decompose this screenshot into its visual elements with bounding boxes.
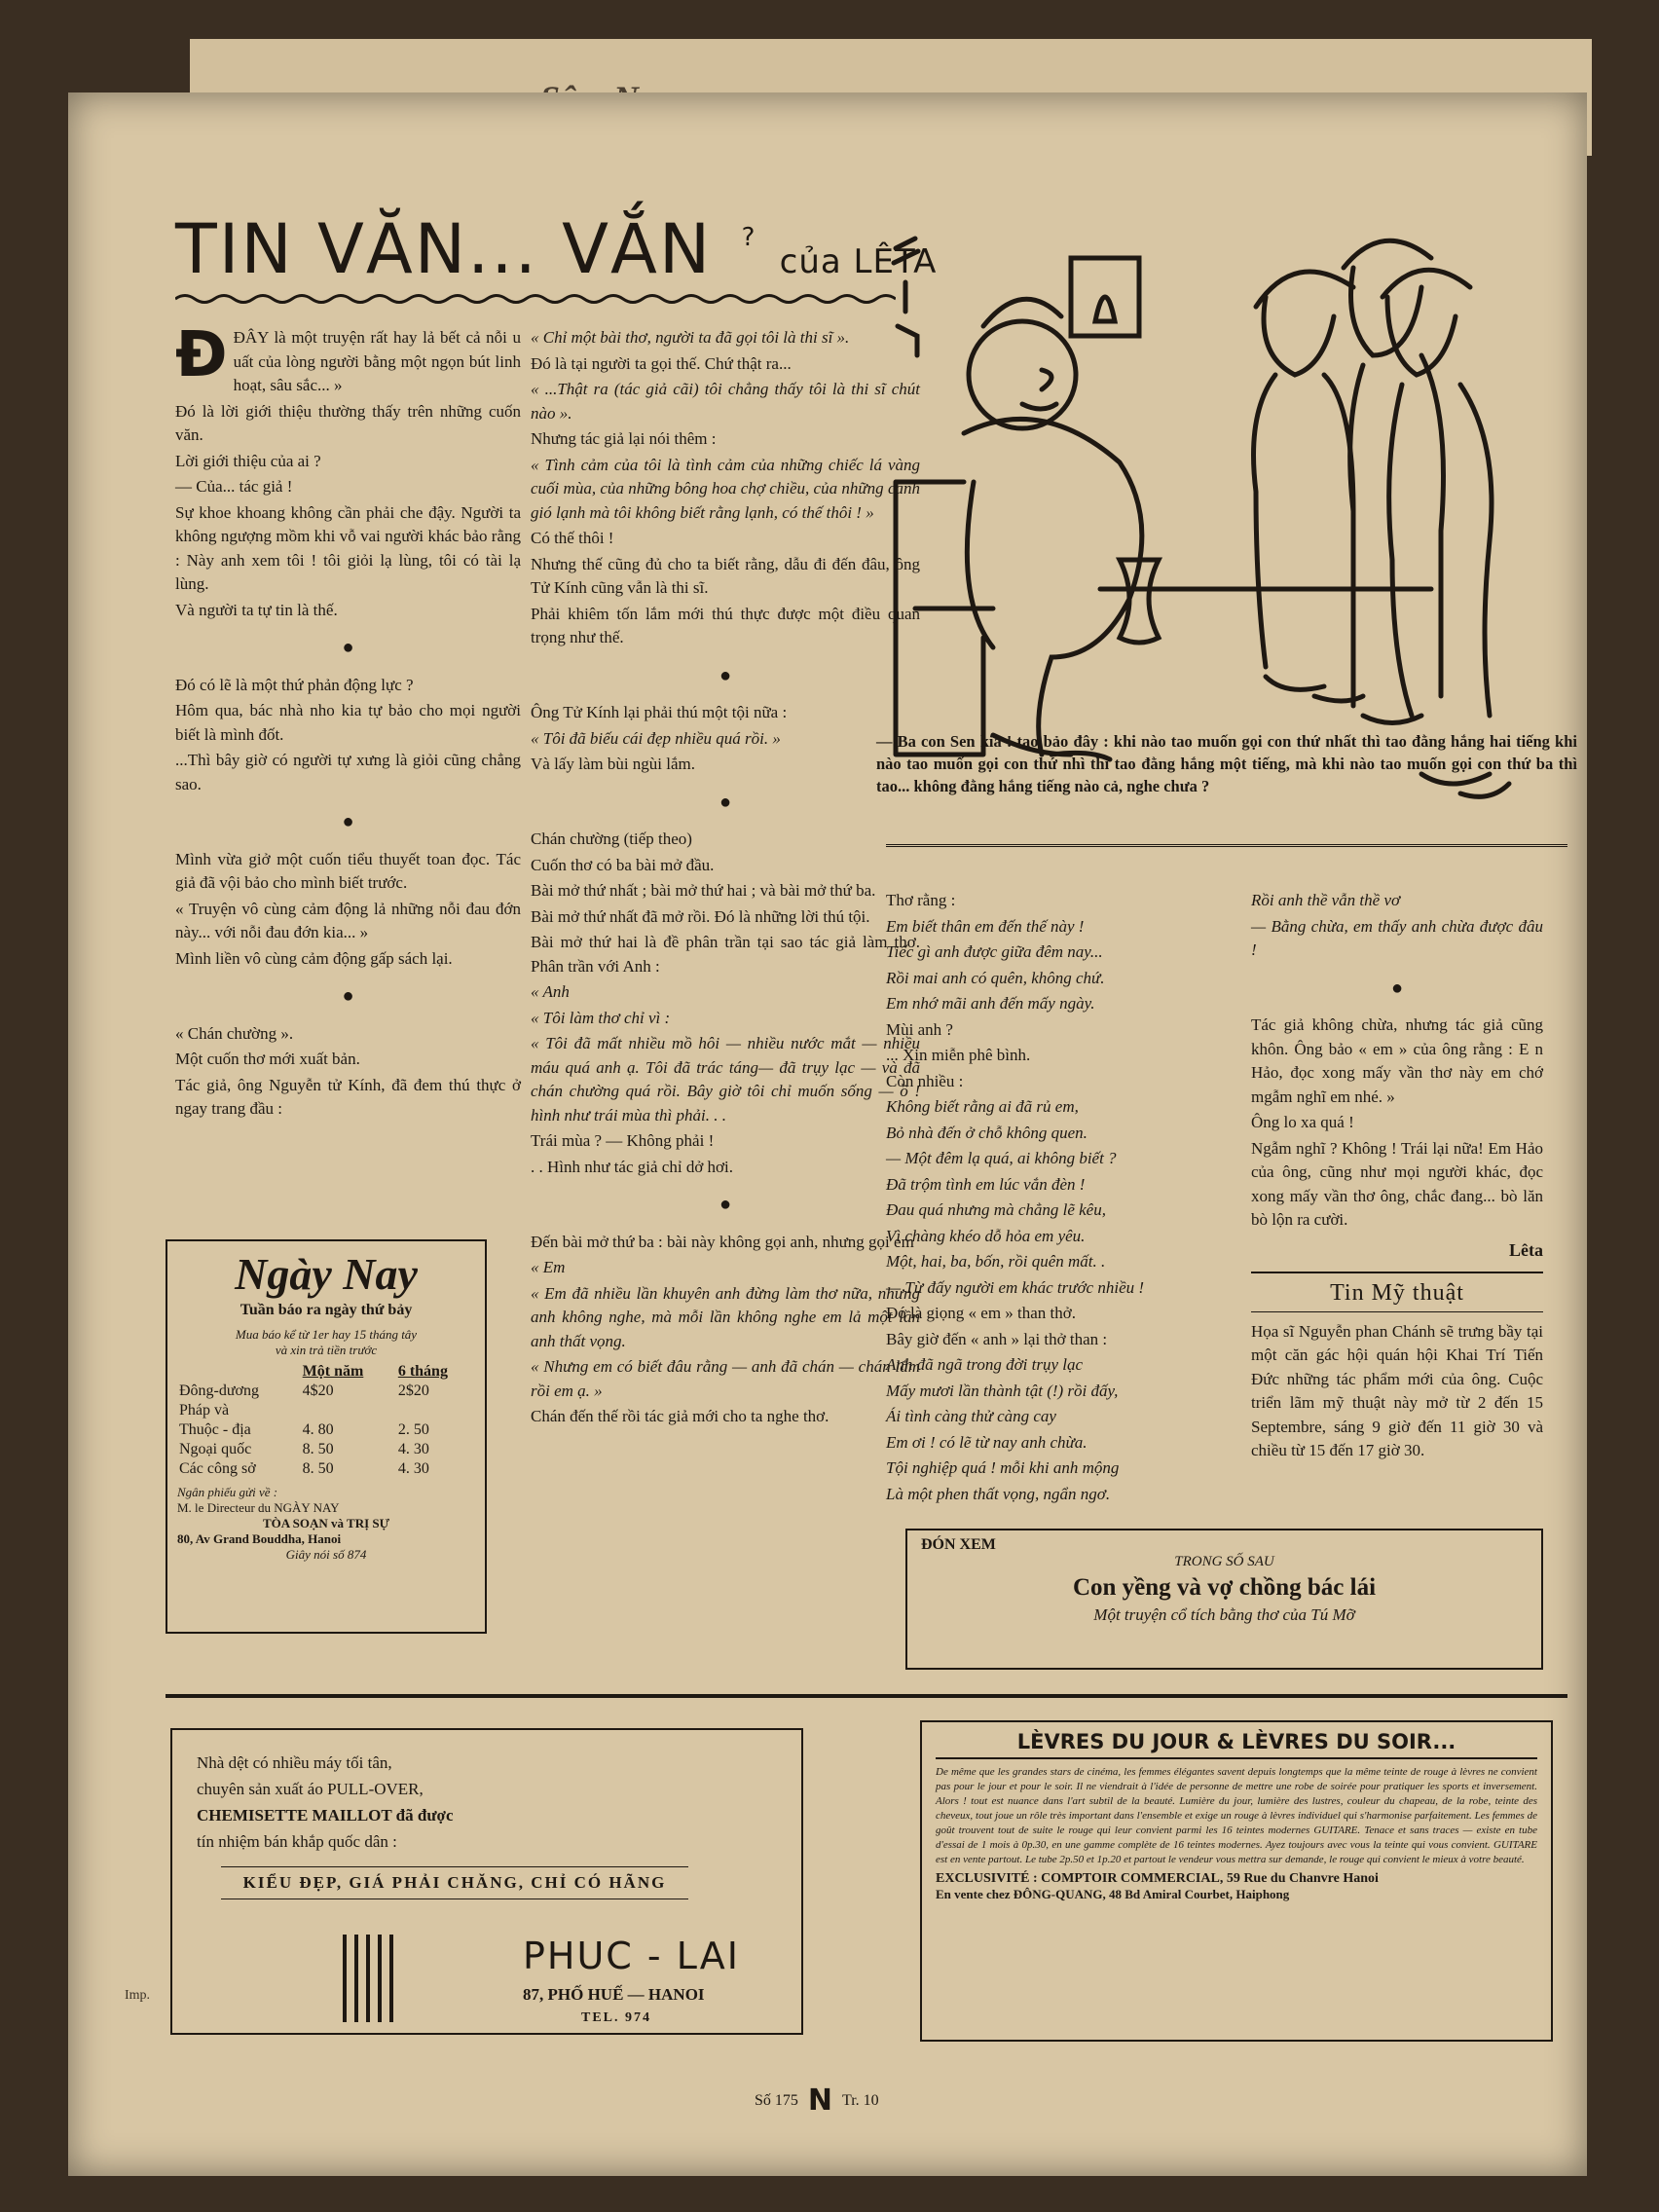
price-year (301, 1401, 396, 1420)
col3-verse: Mấy mươi lần thành tật (!) rồi đấy, (886, 1381, 1119, 1400)
lead-paragraph (175, 319, 521, 398)
col3-verse: — Một đêm lạ quá, ai không biết ? (886, 1149, 1117, 1167)
col3-verse: Một, hai, ba, bốn, rồi quên mất. . (886, 1252, 1106, 1271)
don-xem-desc: Một truyện cổ tích bằng thơ của Tú Mỡ (1093, 1605, 1355, 1624)
levres-sale: En vente chez ĐÔNG-QUANG, 48 Bd Amiral Courbet, Haiphong (936, 1887, 1290, 1901)
col3-verse: Em biết thân em đến thế này ! (886, 916, 1085, 936)
cartoon-caption: — Ba con Sen kia ! tao bảo đây : khi nào tao muốn gọi con thứ nhất thì tao đằng hắng hai tiếng khi nào tao muốn gọi con thứ nhì thì tao đằng hắng một tiếng, mà khi nào tao muốn gọi con thứ ba thì tao... không đằng hắng tiếng nào cả, nghe chưa ? (876, 732, 1577, 795)
price-region: Ngoại quốc (179, 1441, 252, 1457)
col1-p1: ĐÂY là một truyện rất hay lả bết cả nỗi u uất của lòng người bằng một ngọn bút linh hoạt, sâu sắc... » (233, 328, 521, 394)
price-col-year: Một năm (302, 1363, 364, 1380)
col3-verse: Đau quá nhưng mà chẳng lẽ kêu, (886, 1200, 1106, 1219)
ngaynay-note2: và xin trả tiền trước (275, 1343, 378, 1357)
col3-verse: Đã trộm tình em lúc vắn đèn ! (886, 1174, 1086, 1194)
col2-p21: . . Hình như tác giả chỉ dở hơi. (531, 1157, 734, 1176)
col3-verse: — Từ đấy người em khác trước nhiều ! (886, 1277, 1145, 1297)
col2-p10: « Tôi đã biếu cái đẹp nhiều quá rồi. » (531, 728, 781, 748)
col3-verse: Không biết rằng ai đã rủ em, (886, 1097, 1079, 1116)
col2-p13: Cuốn thơ có ba bài mở đầu. (531, 855, 715, 874)
col2-p6: Có thế thôi ! (531, 529, 614, 547)
ngaynay-office: TÒA SOẠN và TRỊ SỰ (262, 1516, 390, 1530)
col1-p3: Lời giới thiệu của ai ? (175, 451, 321, 470)
ads-divider (166, 1694, 1567, 1698)
price-table (177, 1362, 475, 1479)
section-dot: ● (342, 985, 354, 1007)
phuclai-address: 87, PHỐ HUẾ — HANOI (523, 1985, 705, 2004)
phuclai-line: chuyên sản xuất áo PULL-OVER, (197, 1780, 424, 1798)
phuclai-line: Nhà dệt có nhiều máy tối tân, (197, 1753, 392, 1772)
price-row (177, 1401, 475, 1420)
col3-verse: Anh đã ngã trong đời trụy lạc (886, 1355, 1084, 1374)
article-column-4 (1251, 889, 1543, 1465)
phuclai-advertisement (170, 1728, 803, 2035)
phuclai-copy (197, 1750, 454, 1855)
section-dot: ● (342, 637, 354, 658)
col2-p23: « Em (531, 1258, 566, 1276)
price-row (177, 1382, 475, 1401)
price-region: Thuộc - địa (179, 1421, 251, 1438)
col2-p9: Ông Tử Kính lại phải thú một tội nữa : (531, 703, 788, 721)
col1-p4: — Của... tác giả ! (175, 477, 293, 496)
price-header-row (177, 1362, 475, 1382)
levres-body: De même que les grandes stars de cinéma, les femmes élégantes savent depuis longtemps que la même teinte de rouge à lèvres ne convient pas pour le jour et pour le soir. Il ne viendrait à l'idée de personne de mettre une robe de soirée pour pratiquer les sports et inversement. Alors ! tout est nuance dans l'art subtil de la beauté. Lumière du jour, lumière des lustres, couleur du chapeau, de la robe, teinte des cheveux, tout joue un rôle très important dans l'ensemble et exige un rouge à lèvres individuel qui s'harmonise parfaitement. Les femmes de goût trouvent tout de suite le rouge qui leur convient parmi les 16 teintes modernes GUITARE. Tenace et sans traces — existe en tube d'essai de 1 mois à 0p.30, en une gamme complète de 16 teintes modernes. Ayez toujours avec vous la teinte qui vous convient. GUITARE est en vente partout. Le tube 2p.50 et 1p.20 et partout le vendeur vous mettra sur demande, le rouge qui convient le mieux à votre beauté. (936, 1766, 1537, 1865)
cartoon-illustration (876, 190, 1577, 813)
col1-p12: Mình liền vô cùng cảm động gấp sách lại. (175, 948, 453, 968)
col1-p5: Sự khoe khoang không cần phải che đậy. Người ta không ngượng mồm khi vỗ vai người khác bảo rằng : Này anh xem tôi ! tôi giỏi lạ lùng, tôi có tài lạ lùng. (175, 502, 521, 593)
col2-p16: Bài mở thứ hai là đề phân trần tại sao tác giả làm thơ. Phân trần với Anh : (531, 933, 920, 976)
byline: của LÊTA (779, 242, 938, 281)
price-row (177, 1440, 475, 1459)
section-dot: ● (1390, 977, 1404, 999)
col3-p3: ... Xin miễn phê bình. (886, 1046, 1031, 1064)
col2-p12: Chán chường (tiếp theo) (531, 830, 692, 848)
col4-verse: Rồi anh thề vẫn thề vơ (1251, 891, 1401, 909)
don-xem-sub: TRONG SỐ SAU (1174, 1554, 1274, 1569)
col2-p7: Nhưng thế cũng đủ cho ta biết rằng, dẫu đi đến đâu, ông Tử Kính cũng vẫn là thi sĩ. (531, 554, 920, 597)
mythuat-heading: Tin Mỹ thuật (1330, 1280, 1464, 1306)
col3-verse: Rồi mai anh có quên, không chứ. (886, 968, 1105, 987)
article-column-3 (886, 889, 1256, 1508)
section-title (175, 209, 937, 289)
col2-p20: Trái mùa ? — Không phải ! (531, 1131, 715, 1150)
levres-exclusivity: EXCLUSIVITÉ : COMPTOIR COMMERCIAL, 59 Rue du Chanvre Hanoi (936, 1871, 1379, 1886)
col2-p8: Phải khiêm tốn lắm mới thú thực được một điều quan trọng như thế. (531, 604, 920, 646)
col2-p5: « Tình cảm của tôi là tình cảm của những chiếc lá vàng cuối mùa, của những bông hoa chợ chiều, của những cánh gió lạnh mà tôi không biết rằng lạnh, có thế thôi ! » (531, 455, 920, 522)
col2-p19: « Tôi đã mất nhiều mồ hôi — nhiều nước mắt — nhiều máu quá anh ạ. Tôi đã trác táng— đã trụy lạc — và đã chán chường quá rồi. Bây giờ tôi chỉ muốn sống — ồ ! hình như trái mùa thì phải. . . (531, 1034, 920, 1124)
levres-title: LÈVRES DU JOUR & LÈVRES DU SOIR... (1016, 1730, 1456, 1753)
phuclai-line: tín nhiệm bán khắp quốc dân : (197, 1832, 397, 1851)
col2-p4: Nhưng tác giả lại nói thêm : (531, 429, 717, 448)
levres-rule (936, 1757, 1537, 1759)
section-dot: ● (719, 664, 732, 686)
col1-p8: Hôm qua, bác nhà nho kia tự bảo cho mọi người biết là mình đốt. (175, 701, 521, 744)
col1-p7: Đó có lẽ là một thứ phản động lực ? (175, 675, 414, 694)
col3-p4: Còn nhiều : (886, 1071, 964, 1090)
col2-p22: Đến bài mở thứ ba : bài này không gọi anh, nhưng gọi em (531, 1232, 914, 1251)
price-half: 2$20 (397, 1382, 429, 1399)
newspaper-page (68, 92, 1587, 2176)
col2-p18: « Tôi làm thơ chỉ vì : (531, 1008, 671, 1027)
don-xem-title: Con yềng và vợ chồng bác lái (1072, 1574, 1377, 1601)
article-column-2 (531, 326, 920, 1431)
col4-p3: Ngẫm nghĩ ? Không ! Trái lại nữa! Em Hảo của ông, cũng như mọi người khác, đọc xong mấy vần thơ ông, chắc đang... bò lăn bò lộn ra cười. (1251, 1138, 1543, 1229)
col1-p15: Tác giả, ông Nguyễn tử Kính, đã đem thú thực ở ngay trang đầu : (175, 1075, 521, 1118)
ngaynay-address: 80, Av Grand Bouddha, Hanoi (177, 1531, 342, 1546)
don-xem-label: ĐÓN XEM (921, 1536, 996, 1553)
col3-verse: Vì chàng khéo dỗ hỏa em yêu. (886, 1226, 1086, 1245)
section-rule (1251, 1272, 1543, 1273)
col2-p26: Chán đến thế rồi tác giả mới cho ta nghe thơ. (531, 1407, 830, 1425)
price-col-half: 6 tháng (397, 1363, 448, 1380)
issue-number: Số 175 (755, 2091, 798, 2109)
title-wave-rule (175, 292, 896, 306)
ngaynay-sub: Tuần báo ra ngày thứ bảy (240, 1302, 413, 1318)
ngaynay-note1: Mua báo kể từ 1er hay 15 tháng tây (235, 1327, 418, 1342)
col4-p2: Ông lo xa quá ! (1251, 1113, 1354, 1131)
col2-p25: « Nhưng em có biết đâu rằng — anh đã chán — chán lắm rồi em ạ. » (531, 1357, 920, 1400)
section-dot: ● (342, 811, 354, 832)
levres-advertisement (920, 1720, 1553, 2042)
price-half: 2. 50 (397, 1421, 429, 1438)
author-signature: Lêta (1509, 1239, 1543, 1260)
phuclai-tel: TEL. 974 (581, 2010, 652, 2025)
col2-p1: « Chỉ một bài thơ, người ta đã gọi tôi là thi sĩ ». (531, 328, 850, 347)
price-region: Đông-dương (179, 1382, 260, 1399)
phuclai-barcode-mark (343, 1935, 393, 2022)
margin-note: Imp. (125, 1988, 151, 2003)
col2-p11: Và lấy làm bùi ngùi lắm. (531, 755, 696, 773)
price-year: 4. 80 (302, 1421, 334, 1438)
col3-verse: Em ơi ! có lẽ từ nay anh chừa. (886, 1432, 1088, 1452)
col3-verse: Ái tình càng thử càng cay (886, 1407, 1056, 1425)
page-number: Tr. 10 (842, 2091, 879, 2109)
title-text: TIN VĂN... VẮN (175, 209, 713, 289)
phuclai-slogan: KIỂU ĐẸP, GIÁ PHẢI CHĂNG, CHỈ CÓ HÃNG (221, 1866, 688, 1899)
ngaynay-director: M. le Directeur du NGÀY NAY (177, 1500, 340, 1515)
col3-verse: Bỏ nhà đến ở chỗ không quen. (886, 1123, 1088, 1142)
col1-p9: ...Thì bây giờ có người tự xưng là giỏi cũng chẳng sao. (175, 751, 521, 793)
ngaynay-phone: Giây nói số 874 (285, 1547, 367, 1562)
col1-p6: Và người ta tự tin là thế. (175, 600, 338, 619)
col4-p1: Tác giả không chừa, nhưng tác giả cũng khôn. Ông bảo « em » của ông rằng : E n Hảo, đọc xong mấy vần thơ này em chớ mgẫm nghĩ em nhé. » (1251, 1015, 1543, 1106)
col3-verse: Tội nghiệp quá ! mỗi khi anh mộng (886, 1458, 1120, 1477)
don-xem-box (905, 1529, 1543, 1670)
col1-p2: Đó là lời giới thiệu thường thấy trên những cuốn văn. (175, 401, 521, 444)
col2-p15: Bài mở thứ nhất đã mở rồi. Đó là những lời thú tội. (531, 906, 870, 926)
col2-p3: « ...Thật ra (tác giả cãi) tôi chẳng thấy tôi là thi sĩ chút nào ». (531, 380, 920, 423)
col3-p1: Thơ rằng : (886, 891, 956, 909)
price-half: 4. 30 (397, 1441, 429, 1457)
col1-p11: « Truyện vô cùng cảm động lả những nỗi đau đớn này... với nỗi đau đớn kia... » (175, 899, 521, 941)
caption-rule (886, 844, 1567, 847)
ngaynay-logo: N (807, 2083, 833, 2118)
col3-p2: Mùi anh ? (886, 1019, 953, 1039)
price-year: 4$20 (302, 1382, 334, 1399)
col1-p13: « Chán chường ». (175, 1023, 294, 1043)
price-half: 4. 30 (397, 1460, 429, 1477)
page-footer (755, 2083, 879, 2118)
col3-verse: Là một phen thất vọng, ngẩn ngơ. (886, 1484, 1111, 1503)
price-half (396, 1401, 475, 1420)
section-rule (1251, 1311, 1543, 1312)
col2-p14: Bài mở thứ nhất ; bài mở thứ hai ; và bài mở thứ ba. (531, 881, 876, 900)
ngaynay-title: Ngày Nay (235, 1249, 418, 1299)
ngaynay-subscription-box (166, 1239, 487, 1634)
drop-cap: Đ (175, 319, 228, 391)
ngaynay-send: Ngân phiếu gửi về : (177, 1485, 278, 1499)
price-region: Pháp và (179, 1402, 230, 1419)
col3-p5: Đó là giọng « em » than thở. (886, 1304, 1077, 1322)
section-dot: ● (719, 1194, 732, 1215)
title-mark: ? (741, 223, 756, 252)
col1-p10: Mình vừa giở một cuốn tiểu thuyết toan đọc. Tác giả đã vội bảo cho mình biết trước. (175, 849, 521, 892)
col2-p2: Đó là tại người ta gọi thế. Chứ thật ra... (531, 353, 792, 373)
col2-p24: « Em đã nhiều lần khuyên anh đừng làm thơ nữa, nhưng anh không nghe, mà mỗi lần không nghe em lả một lần anh thất vọng. (531, 1283, 920, 1350)
col3-verse: Tiếc gì anh được giữa đêm nay... (886, 942, 1103, 961)
col1-p14: Một cuốn thơ mới xuất bản. (175, 1050, 360, 1068)
phuclai-brand: PHUC - LAI (523, 1935, 740, 1977)
col2-p17: « Anh (531, 982, 570, 1001)
mythuat-text: Họa sĩ Nguyễn phan Chánh sẽ trưng bầy tại một căn gác hội quán hội Khai Trí Tiến Đức những tác phẩm mới của ông. Cuộc triển lãm mỹ thuật này mở từ 2 đến 15 Septembre, sáng 9 giờ đến 11 giờ 30 và chiều từ 15 đến 17 giờ 30. (1251, 1321, 1543, 1459)
col4-verse: — Bằng chừa, em thấy anh chừa được đâu ! (1251, 916, 1543, 959)
price-row (177, 1420, 475, 1440)
price-year: 8. 50 (302, 1460, 334, 1477)
price-row (177, 1459, 475, 1479)
article-column-1 (175, 319, 521, 1124)
price-year: 8. 50 (302, 1441, 334, 1457)
section-dot: ● (719, 791, 732, 813)
col3-verse: Em nhớ mãi anh đến mấy ngày. (886, 994, 1095, 1013)
phuclai-line: CHEMISETTE MAILLOT đã được (197, 1806, 454, 1825)
col3-p6: Bây giờ đến « anh » lại thở than : (886, 1329, 1108, 1348)
price-region: Các công sở (179, 1460, 256, 1477)
